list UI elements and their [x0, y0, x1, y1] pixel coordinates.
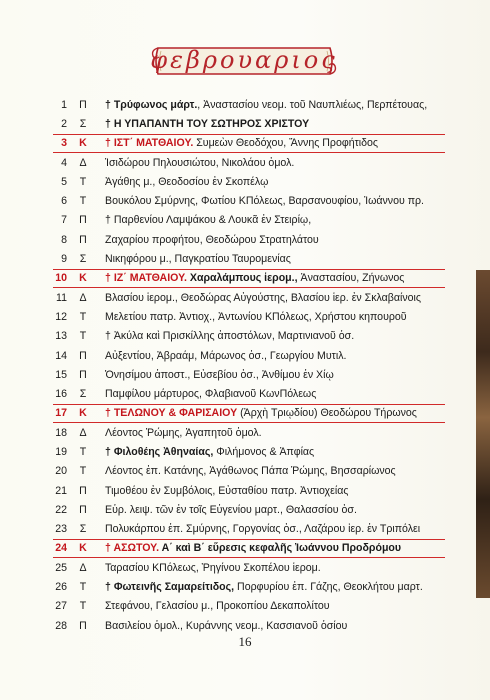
day-row: [53, 307, 445, 326]
feast-text: [93, 272, 404, 284]
feast-rest: , Ἀναστασίου νεομ. τοῦ Ναυπλιέως, Περπέτουας,: [197, 98, 428, 111]
weekday-letter: Σ: [79, 117, 87, 130]
day-row: [53, 95, 445, 114]
feast-text: [93, 485, 348, 497]
day-number: 12: [55, 310, 67, 323]
icon-image-edge: [476, 270, 490, 598]
weekday-letter: Τ: [79, 445, 87, 458]
feast-text: [93, 581, 423, 593]
day-row: [53, 616, 445, 635]
day-row: [53, 462, 445, 481]
day-number: 6: [61, 195, 67, 208]
day-row: [53, 346, 445, 365]
feast-text: [93, 446, 314, 458]
weekday-letter: Σ: [79, 523, 87, 536]
feast-text: [93, 311, 407, 323]
sunday-title: † ΙΣΤ΄ ΜΑΤΘΑΙΟΥ.: [105, 137, 194, 150]
feast-bold: † Τρύφωνος μάρτ.: [105, 98, 198, 111]
feast-text: [93, 388, 316, 400]
feast-rest: (Ἀρχὴ Τριῳδίου) Θεοδώρου Τήρωνος: [237, 407, 417, 420]
weekday-letter: Τ: [79, 581, 87, 594]
day-number: 26: [55, 581, 67, 594]
day-number: 5: [61, 175, 67, 188]
day-row: [53, 269, 445, 288]
feast-rest: Φιλήμονος & Ἀπφίας: [213, 445, 315, 458]
day-number: 20: [55, 465, 67, 478]
weekday-letter: Κ: [79, 137, 87, 150]
feast-rest: Συμεὼν Θεοδόχου, Ἄννης Προφήτιδος: [193, 137, 379, 150]
feast-rest: Εὑρ. λειψ. τῶν ἐν τοῖς Εὐγενίου μαρτ., Θαλασσίου ὁσ.: [105, 503, 357, 516]
weekday-letter: Τ: [79, 175, 87, 188]
day-number: 21: [55, 484, 67, 497]
weekday-letter: Δ: [79, 291, 87, 304]
feast-bold: † Φιλοθέης Ἀθηναίας,: [105, 445, 214, 458]
day-row: [53, 365, 445, 384]
day-number: 7: [61, 214, 67, 227]
feast-text: [93, 157, 294, 169]
feast-rest: † Παρθενίου Λαμψάκου & Λουκᾶ ἐν Στειρίῳ,: [105, 214, 312, 227]
day-row: [53, 558, 445, 577]
day-number: 27: [55, 600, 67, 613]
weekday-letter: Π: [79, 484, 87, 497]
day-row: [53, 172, 445, 191]
page-number: 16: [238, 634, 252, 649]
weekday-letter: Τ: [79, 310, 87, 323]
day-number: 28: [55, 619, 67, 632]
feast-rest: Πολυκάρπου ἐπ. Σμύρνης, Γοργονίας ὁσ., Λαζάρου ἱερ. ἐν Τριπόλει: [105, 523, 421, 536]
day-number: 14: [55, 349, 67, 362]
weekday-letter: Π: [79, 503, 87, 516]
feast-rest: Παμφίλου μάρτυρος, Φλαβιανοῦ ΚωνΠόλεως: [105, 388, 317, 401]
feast-text: [93, 523, 420, 535]
feast-text: [93, 292, 421, 304]
weekday-letter: Τ: [79, 465, 87, 478]
feast-text: [93, 407, 417, 419]
sunday-title: † ΤΕΛΩΝΟΥ & ΦΑΡΙΣΑΙΟΥ: [105, 407, 238, 420]
day-row: [53, 404, 445, 423]
day-row: [53, 327, 445, 346]
feast-bold: † Η ΥΠΑΠΑΝΤΗ ΤΟΥ ΣΩΤΗΡΟΣ ΧΡΙΣΤΟΥ: [105, 117, 310, 130]
day-number: 24: [55, 542, 67, 555]
day-row: [53, 520, 445, 539]
sunday-title: † ΙΖ΄ ΜΑΤΘΑΙΟΥ.: [105, 272, 187, 285]
weekday-letter: Δ: [79, 156, 87, 169]
feast-rest: Πορφυρίου ἐπ. Γάζης, Θεοκλήτου μαρτ.: [234, 581, 423, 594]
feast-rest: Ἰσιδώρου Πηλουσιώτου, Νικολάου ὁμολ.: [105, 156, 295, 169]
weekday-letter: Τ: [79, 195, 87, 208]
day-row: [53, 191, 445, 210]
feast-rest: Ὀνησίμου ἀποστ., Εὐσεβίου ὁσ., Ἀνθίμου ἐν Χίῳ: [105, 368, 334, 381]
day-number: 17: [55, 407, 67, 420]
weekday-letter: Τ: [79, 330, 87, 343]
day-row: [53, 577, 445, 596]
weekday-letter: Δ: [79, 561, 87, 574]
day-number: 23: [55, 523, 67, 536]
weekday-letter: Π: [79, 98, 87, 111]
day-number: 1: [61, 98, 67, 111]
month-title: φεβρουαριος: [150, 46, 338, 74]
feast-rest: Λέοντος Ῥώμης, Ἀγαπητοῦ ὁμολ.: [105, 426, 262, 439]
weekday-letter: Κ: [79, 407, 87, 420]
feast-rest: Στεφάνου, Γελασίου μ., Προκοπίου Δεκαπολίτου: [105, 600, 330, 613]
feast-rest: Βασιλείου ὁμολ., Κυράννης νεομ., Κασσιανοῦ ὁσίου: [105, 619, 348, 632]
feast-rest: Ἀναστασίου, Ζήνωνος: [297, 272, 405, 285]
feast-rest: Ἀγάθης μ., Θεοδοσίου ἐν Σκοπέλῳ: [105, 175, 269, 188]
feast-rest: Βουκόλου Σμύρνης, Φωτίου ΚΠόλεως, Βαρσανουφίου, Ἰωάννου πρ.: [105, 195, 424, 208]
feast-text: [93, 350, 346, 362]
weekday-letter: Π: [79, 368, 87, 381]
day-number: 13: [55, 330, 67, 343]
feast-text: [93, 234, 319, 246]
weekday-letter: Κ: [79, 542, 87, 555]
feast-rest: Τιμοθέου ἐν Συμβόλοις, Εὐσταθίου πατρ. Ἀντιοχείας: [105, 484, 349, 497]
weekday-letter: Π: [79, 349, 87, 362]
weekday-letter: Κ: [79, 272, 87, 285]
day-number: 22: [55, 503, 67, 516]
feast-text: [93, 137, 378, 149]
day-number: 19: [55, 445, 67, 458]
day-row: [53, 114, 445, 133]
day-number: 9: [61, 253, 67, 266]
month-banner: [150, 42, 338, 80]
feast-text: [93, 118, 309, 130]
day-number: 10: [55, 272, 67, 285]
day-number: 11: [56, 291, 67, 304]
feast-text: [93, 562, 321, 574]
day-row: [53, 153, 445, 172]
day-row: [53, 384, 445, 403]
feast-bold: Α΄ καὶ Β΄ εὕρεσις κεφαλῆς Ἰωάννου Προδρόμου: [159, 542, 402, 555]
feast-rest: Βλασίου ἱερομ., Θεοδώρας Αὐγούστης, Βλασίου ἱερ. ἐν Σκλαβαίνοις: [105, 291, 421, 304]
weekday-letter: Π: [79, 214, 87, 227]
day-row: [53, 211, 445, 230]
feast-text: [93, 504, 357, 516]
day-row: [53, 500, 445, 519]
weekday-letter: Δ: [79, 426, 87, 439]
feast-rest: Λέοντος ἐπ. Κατάνης, Ἀγάθωνος Πάπα Ῥώμης, Βησσαρίωνος: [105, 465, 396, 478]
weekday-letter: Τ: [79, 600, 87, 613]
day-row: [53, 288, 445, 307]
day-number: 15: [55, 368, 67, 381]
day-number: 25: [55, 561, 67, 574]
weekday-letter: Σ: [79, 388, 87, 401]
feast-rest: Αὐξεντίου, Ἀβραάμ, Μάρωνος ὁσ., Γεωργίου Μυτιλ.: [105, 349, 347, 362]
feast-text: [93, 600, 330, 612]
feast-text: [93, 369, 334, 381]
feast-text: [93, 427, 262, 439]
feast-text: [93, 195, 424, 207]
feast-rest: † Ἀκύλα καὶ Πρισκίλλης ἀποστόλων, Μαρτινιανοῦ ὁσ.: [105, 330, 355, 343]
feast-text: [93, 542, 401, 554]
weekday-letter: Σ: [79, 253, 87, 266]
day-row: [53, 249, 445, 268]
day-row: [53, 230, 445, 249]
feast-text: [93, 465, 396, 477]
weekday-letter: Π: [79, 619, 87, 632]
feast-text: [93, 99, 427, 111]
feast-text: [93, 176, 268, 188]
feast-text: [93, 253, 291, 265]
day-row: [53, 539, 445, 558]
day-number: 2: [61, 117, 67, 130]
feast-rest: Νικηφόρου μ., Παγκρατίου Ταυρομενίας: [105, 253, 291, 266]
sunday-title: † ΑΣΩΤΟΥ.: [105, 542, 160, 555]
day-row: [53, 423, 445, 442]
feast-rest: Ζαχαρίου προφήτου, Θεοδώρου Στρατηλάτου: [105, 233, 319, 246]
feast-text: [93, 214, 311, 226]
feast-text: [93, 330, 354, 342]
feast-text: [93, 620, 347, 632]
day-row: [53, 442, 445, 461]
feast-rest: Ταρασίου ΚΠόλεως, Ῥηγίνου Σκοπέλου ἱερομ.: [105, 561, 321, 574]
weekday-letter: Π: [79, 233, 87, 246]
day-number: 3: [61, 137, 67, 150]
day-number: 8: [61, 233, 67, 246]
day-number: 16: [55, 388, 67, 401]
day-number: 4: [61, 156, 67, 169]
feast-rest: Μελετίου πατρ. Ἀντιοχ., Ἀντωνίου ΚΠόλεως, Χρήστου κηπουροῦ: [105, 310, 407, 323]
day-number: 18: [55, 426, 67, 439]
day-list: [53, 95, 445, 635]
feast-bold: † Φωτεινῆς Σαμαρείτιδος,: [105, 581, 235, 594]
day-row: [53, 134, 445, 153]
day-row: [53, 597, 445, 616]
day-row: [53, 481, 445, 500]
feast-bold: Χαραλάμπους ἱερομ.,: [186, 272, 298, 285]
